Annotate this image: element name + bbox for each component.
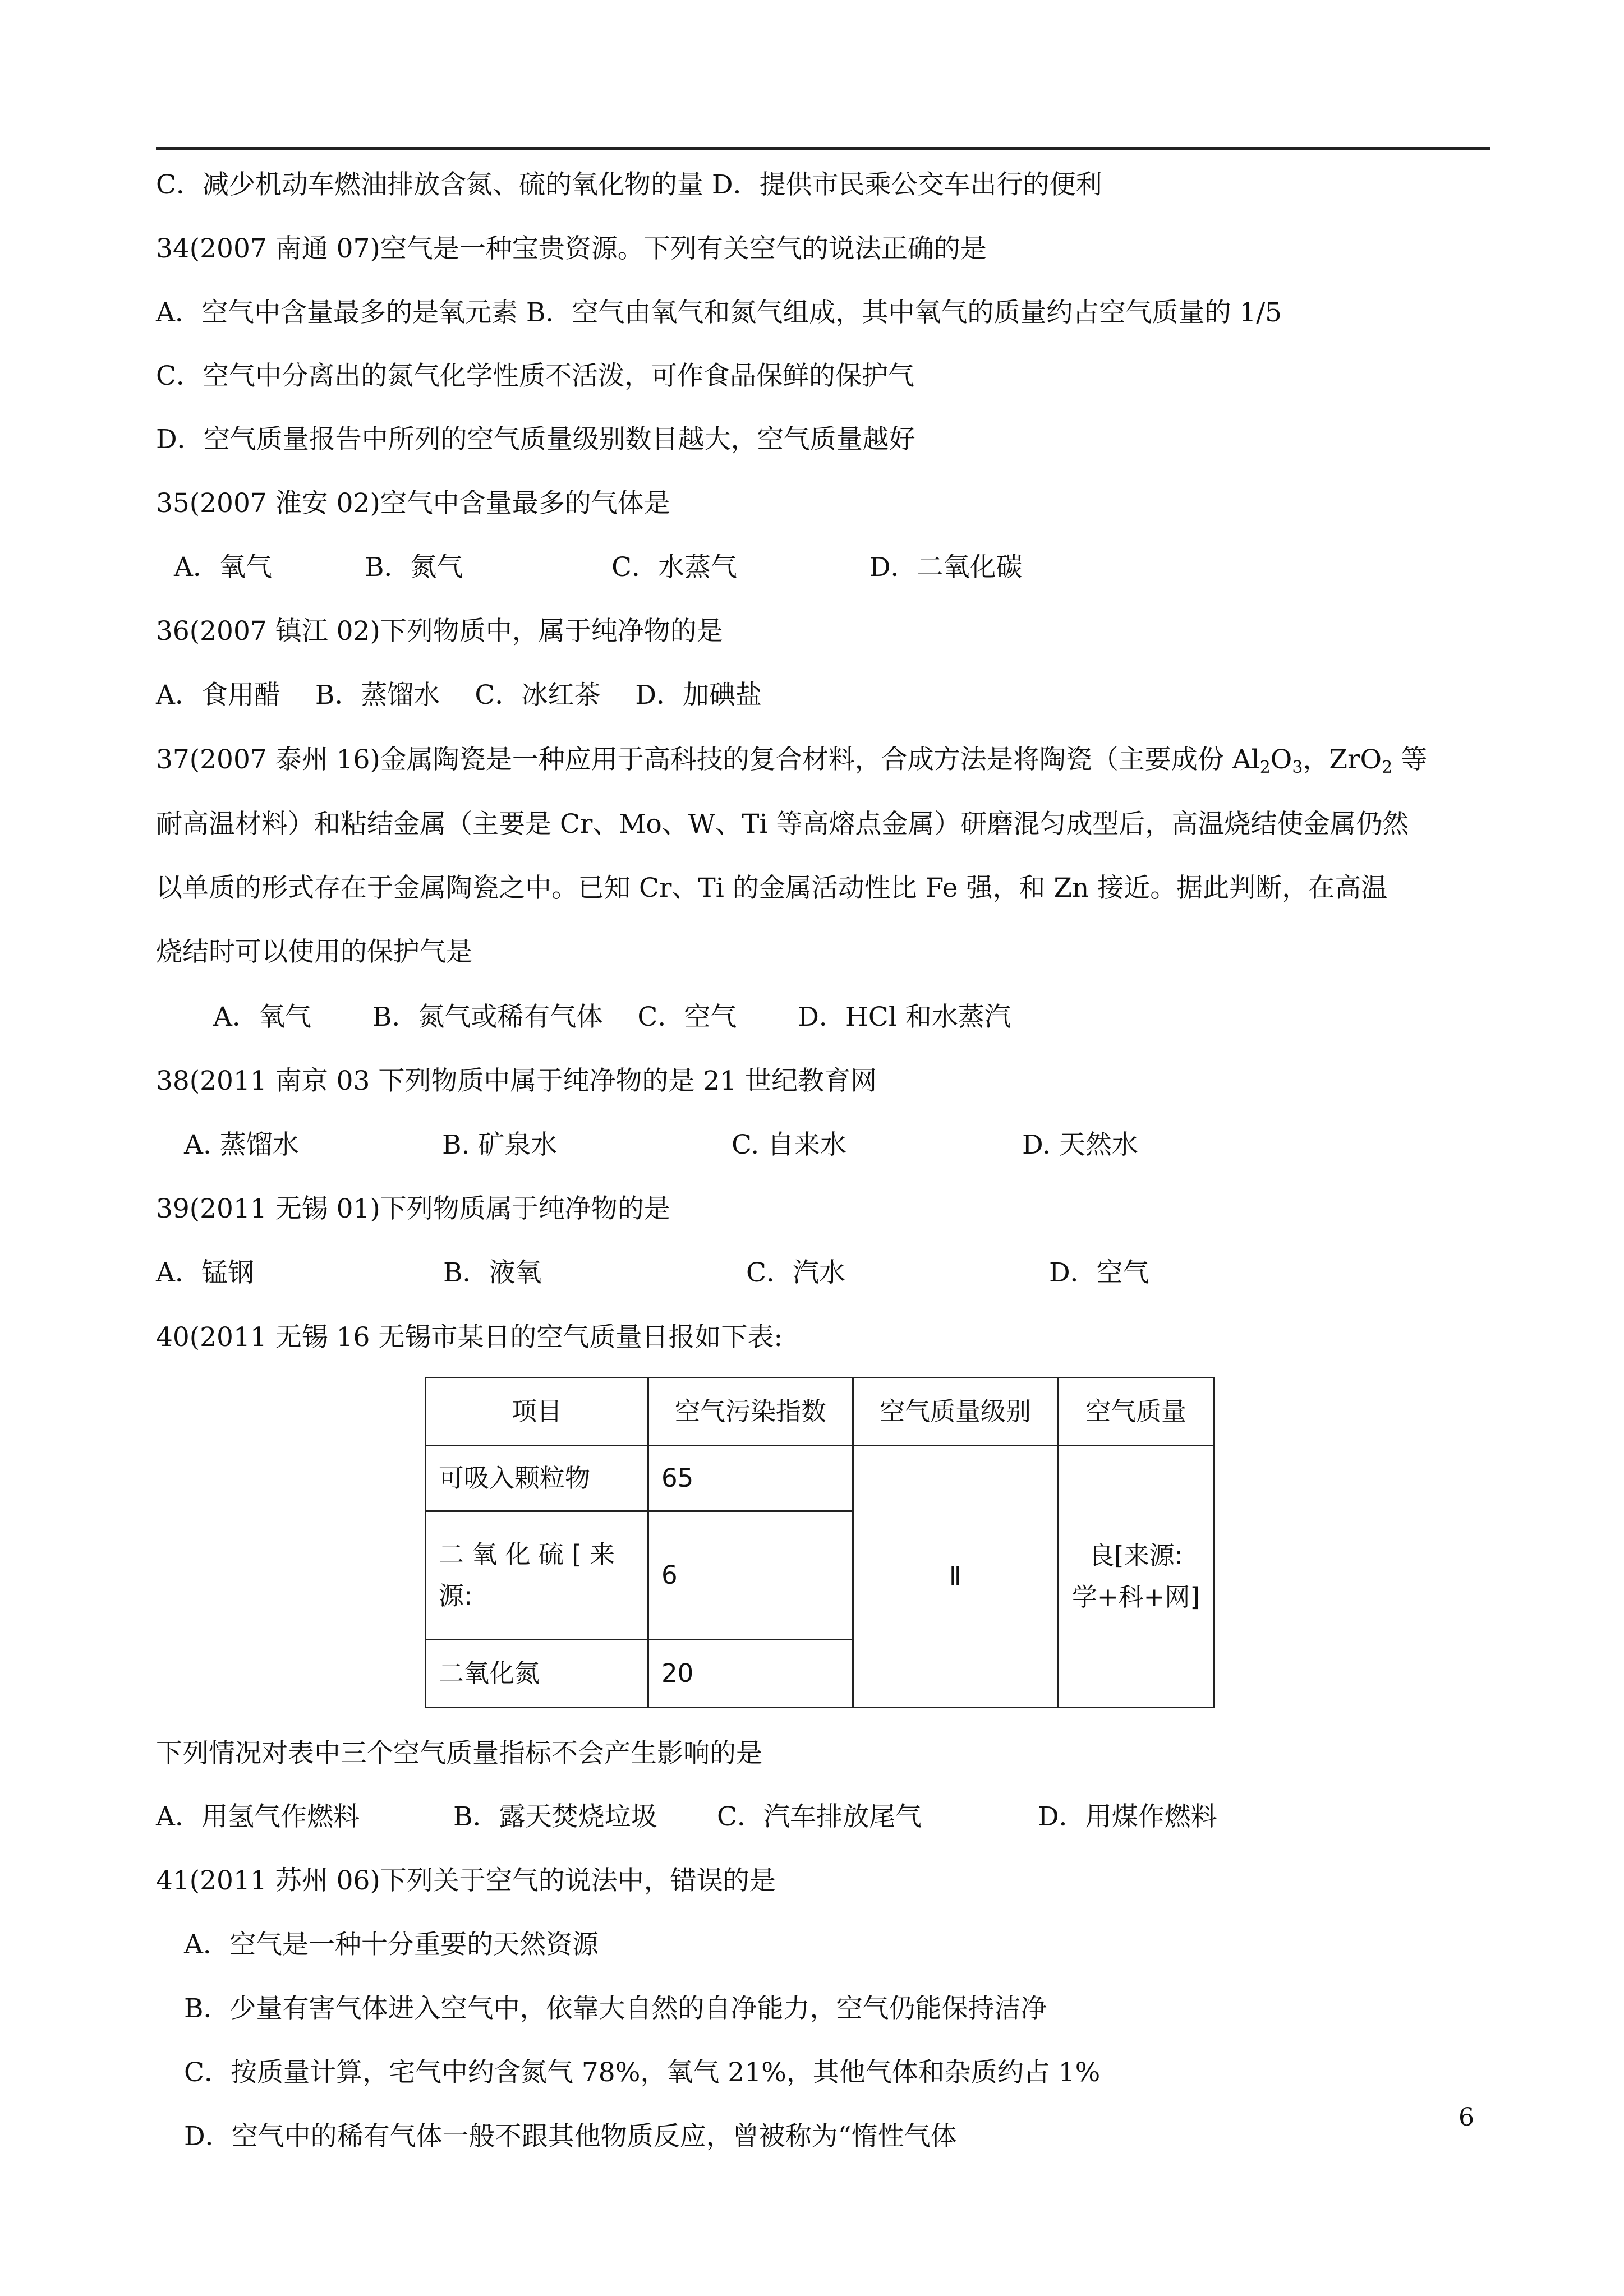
question-41-option-a: A．空气是一种十分重要的天然资源	[184, 1929, 599, 1960]
option-c: C．水蒸气	[611, 552, 737, 583]
header-index: 空气污染指数	[648, 1378, 853, 1446]
question-41-option-b: B．少量有害气体进入空气中，依靠大自然的自净能力，空气仍能保持洁净	[184, 1993, 1047, 2024]
index-cell: 6	[648, 1511, 853, 1640]
option-a: A. 蒸馏水	[184, 1129, 299, 1160]
item-cell	[426, 1511, 648, 1640]
question-35: 35(2007 淮安 02)空气中含量最多的气体是	[156, 488, 670, 519]
item-text-1: 二 氧 化 硫 [ 来	[439, 1539, 615, 1569]
question-37-line-4: 烧结时可以使用的保护气是	[156, 937, 472, 967]
option-b: B．液氧	[443, 1257, 542, 1288]
header-quality: 空气质量	[1058, 1378, 1214, 1446]
question-37-line-3: 以单质的形式存在于金属陶瓷之中。已知 Cr、Ti 的金属活动性比 Fe 强，和 Zn 接近。据此判断，在高温	[156, 873, 1388, 903]
option-b: B．露天焚烧垃圾	[453, 1801, 657, 1832]
question-34-option-c: C．空气中分离出的氮气化学性质不活泼，可作食品保鲜的保护气	[156, 361, 914, 391]
air-quality-table	[425, 1377, 1215, 1708]
item-cell: 可吸入颗粒物	[426, 1446, 648, 1511]
question-35-options	[174, 551, 1023, 584]
question-36-options: A．食用醋 B．蒸馏水 C．冰红茶 D．加碘盐	[156, 680, 762, 711]
q37-sub-1: 2	[1259, 758, 1271, 777]
q37-text-o: O	[1270, 744, 1292, 775]
option-a: A．氧气	[174, 552, 272, 583]
question-40: 40(2011 无锡 16 无锡市某日的空气质量日报如下表:	[156, 1322, 783, 1353]
option-a: A．锰钢	[156, 1257, 254, 1288]
item-cell: 二氧化氮	[426, 1640, 648, 1708]
question-34: 34(2007 南通 07)空气是一种宝贵资源。下列有关空气的说法正确的是	[156, 233, 987, 264]
page-number: 6	[1459, 2103, 1474, 2132]
question-40-options	[156, 1800, 1217, 1834]
option-c: C．汽水	[746, 1257, 845, 1288]
question-41-option-c: C．按质量计算，宅气中约含氮气 78%，氧气 21%，其他气体和杂质约占 1%	[184, 2057, 1101, 2088]
option-d: D．空气	[1049, 1257, 1149, 1288]
option-b: B．氮气	[365, 552, 463, 583]
question-39-options	[156, 1256, 1149, 1290]
index-cell: 20	[648, 1640, 853, 1708]
question-38-options	[184, 1128, 1138, 1162]
question-38: 38(2011 南京 03 下列物质中属于纯净物的是 21 世纪教育网	[156, 1066, 877, 1096]
option-b: B. 矿泉水	[442, 1129, 558, 1160]
question-39: 39(2011 无锡 01)下列物质属于纯净物的是	[156, 1193, 670, 1224]
question-36: 36(2007 镇江 02)下列物质中，属于纯净物的是	[156, 616, 723, 647]
item-text-2: 源:	[439, 1581, 473, 1611]
option-c: C．汽车排放尾气	[717, 1801, 922, 1832]
question-41: 41(2011 苏州 06)下列关于空气的说法中，错误的是	[156, 1865, 776, 1896]
q37-text-a: 37(2007 泰州 16)金属陶瓷是一种应用于高科技的复合材料，合成方法是将陶瓷（主要成份 Al	[156, 744, 1260, 775]
option-c: C. 自来水	[732, 1129, 847, 1160]
header-level: 空气质量级别	[853, 1378, 1058, 1446]
line-option-c-d: C．减少机动车燃油排放含氮、硫的氧化物的量 D．提供市民乘公交车出行的便利	[156, 169, 1102, 200]
question-40-prompt: 下列情况对表中三个空气质量指标不会产生影响的是	[156, 1738, 762, 1769]
level-cell: Ⅱ	[853, 1446, 1058, 1708]
option-d: D．二氧化碳	[869, 552, 1023, 583]
question-37-line-2: 耐高温材料）和粘结金属（主要是 Cr、Mo、W、Ti 等高熔点金属）研磨混匀成型后，高温烧结使金属仍然	[156, 809, 1409, 840]
table-header-row	[426, 1378, 1214, 1446]
q37-text-zr: ，ZrO	[1303, 744, 1382, 775]
table-row	[426, 1446, 1214, 1511]
header-item: 项目	[426, 1378, 648, 1446]
header-rule	[156, 147, 1490, 150]
q37-sub-3: 2	[1382, 758, 1393, 777]
question-34-options-a-b: A．空气中含量最多的是氧元素 B．空气由氧气和氮气组成，其中氧气的质量约占空气质量的 1/5	[156, 297, 1282, 328]
quality-text-1: 良[来源:	[1089, 1541, 1183, 1570]
question-37-options: A．氧气 B．氮气或稀有气体 C．空气 D．HCl 和水蒸汽	[213, 1002, 1011, 1032]
quality-cell	[1058, 1446, 1214, 1708]
question-41-option-d: D．空气中的稀有气体一般不跟其他物质反应，曾被称为“惰性气体	[184, 2121, 957, 2152]
index-cell: 65	[648, 1446, 853, 1511]
question-34-option-d: D．空气质量报告中所列的空气质量级别数目越大，空气质量越好	[156, 424, 915, 455]
question-37-line-1	[156, 743, 1427, 785]
option-d: D．用煤作燃料	[1038, 1801, 1217, 1832]
quality-text-2: 学+科+网]	[1072, 1582, 1200, 1612]
q37-sub-2: 3	[1292, 758, 1303, 777]
q37-text-end: 等	[1392, 744, 1428, 775]
option-d: D. 天然水	[1022, 1129, 1138, 1160]
option-a: A．用氢气作燃料	[156, 1801, 360, 1832]
